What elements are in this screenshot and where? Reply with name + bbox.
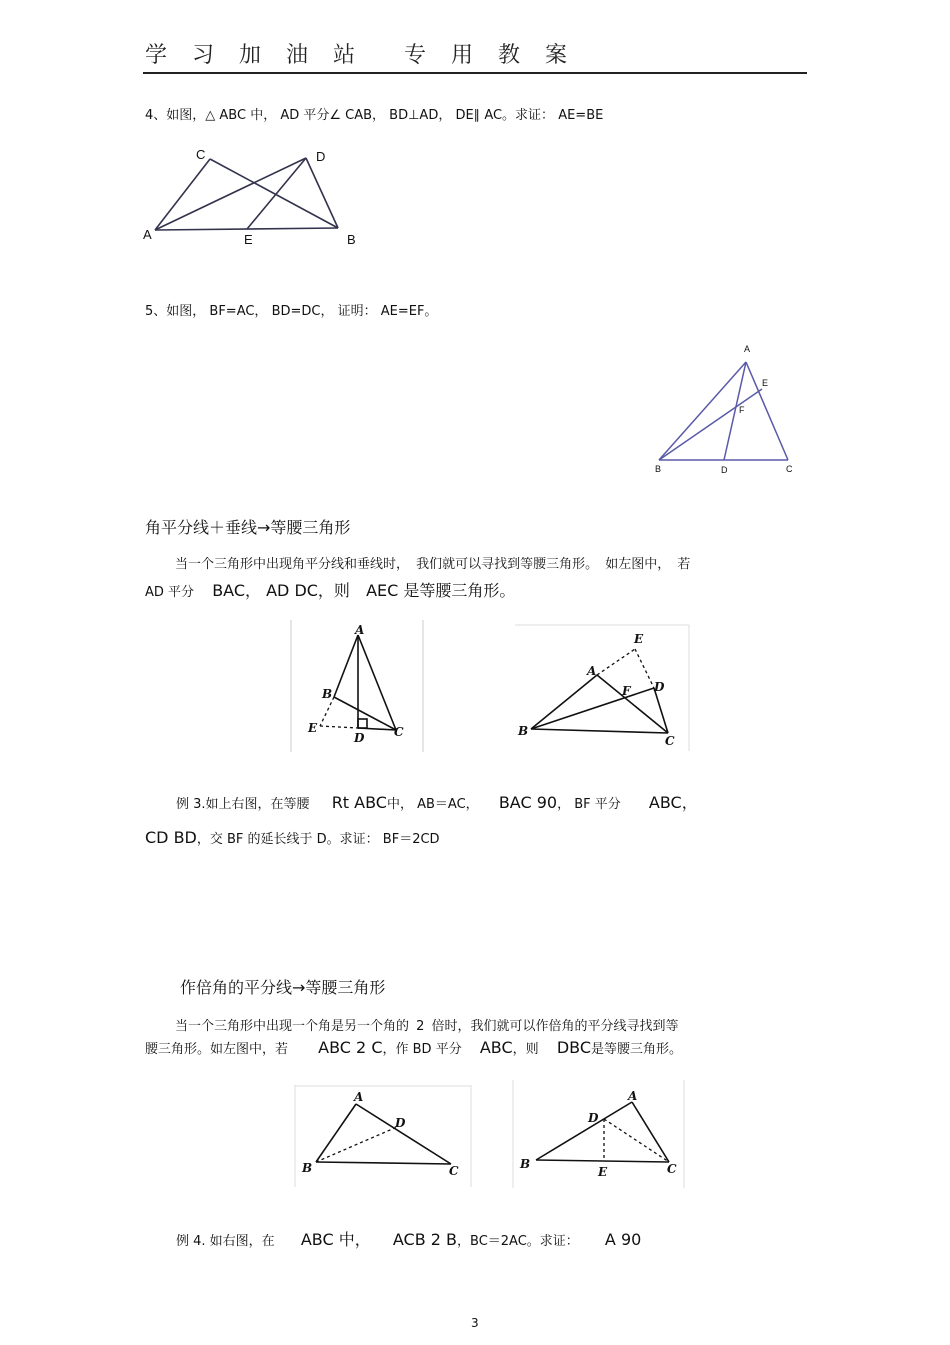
label-d: D: [395, 1116, 406, 1130]
label-a: A: [628, 1089, 638, 1103]
section-1-left-figure: [290, 620, 424, 752]
header-subtitle: 专 用 教 案: [403, 43, 576, 68]
label-b: B: [518, 724, 529, 738]
label-b: B: [322, 687, 333, 701]
section-2-heading: 作倍角的平分线→等腰三角形: [180, 978, 386, 997]
label-a: A: [355, 623, 365, 637]
header-title: 学 习 加 油 站: [145, 43, 364, 68]
page-header: [145, 38, 576, 69]
example-3-line-2: CD BD，交 BF 的延长线于 D。求证： BF＝2CD: [145, 828, 440, 847]
section-2-line-2: 腰三角形。如左图中，若 ABC 2 C，作 BD 平分 ABC，则 DBC是等腰三角形。: [145, 1038, 683, 1057]
section-2-right-figure: [512, 1080, 685, 1188]
label-a: A: [143, 227, 152, 242]
label-e: E: [598, 1165, 608, 1179]
label-e: E: [762, 378, 769, 388]
label-b: B: [520, 1157, 531, 1171]
label-d: D: [316, 149, 326, 164]
label-c: C: [449, 1164, 459, 1178]
section-1-heading: 角平分线＋垂线→等腰三角形: [145, 518, 351, 537]
label-f: F: [622, 684, 631, 698]
label-b: B: [302, 1161, 313, 1175]
label-f: F: [739, 405, 745, 415]
label-c: C: [665, 734, 675, 748]
label-e: E: [244, 232, 253, 247]
problem-5-text: 5、如图， BF=AC， BD=DC， 证明： AE=EF。: [145, 304, 438, 319]
section-1-line-1: 当一个三角形中出现角平分线和垂线时， 我们就可以寻找到等腰三角形。 如左图中， 若: [175, 557, 691, 572]
label-d: D: [654, 680, 665, 694]
label-e: E: [308, 721, 318, 735]
label-c: C: [196, 147, 206, 162]
problem-4-figure: [140, 145, 370, 255]
label-c: C: [667, 1162, 677, 1176]
label-a: A: [587, 664, 597, 678]
label-a: A: [744, 344, 751, 354]
label-c: C: [394, 725, 404, 739]
label-d: D: [588, 1111, 599, 1125]
section-2-left-figure: [294, 1085, 472, 1187]
label-c: C: [786, 464, 793, 474]
example-4-text: 例 4. 如右图，在 ABC 中， ACB 2 B，BC＝2AC。求证： A 90: [176, 1230, 642, 1249]
example-3-line-1: 例 3.如上右图，在等腰 Rt ABC中， AB＝AC， BAC 90， BF 平分 ABC，: [176, 793, 698, 812]
section-1-right-figure: [514, 625, 690, 751]
label-d: D: [354, 731, 365, 745]
problem-4-text: 4、如图，△ ABC 中， AD 平分∠ CAB， BD⊥AD， DE∥ AC。求证： AE=BE: [145, 108, 604, 123]
problem-5-figure: [650, 340, 810, 480]
page-number: 3: [471, 1316, 479, 1330]
header-rule: [143, 72, 807, 74]
label-d: D: [721, 465, 728, 475]
label-a: A: [354, 1090, 364, 1104]
label-b: B: [347, 232, 356, 247]
section-2-line-1: 当一个三角形中出现一个角是另一个角的 2 倍时，我们就可以作倍角的平分线寻找到等: [175, 1019, 679, 1034]
section-1-line-2: AD 平分 BAC， AD DC，则 AEC 是等腰三角形。: [145, 581, 516, 600]
label-b: B: [655, 464, 662, 474]
label-e: E: [634, 632, 644, 646]
